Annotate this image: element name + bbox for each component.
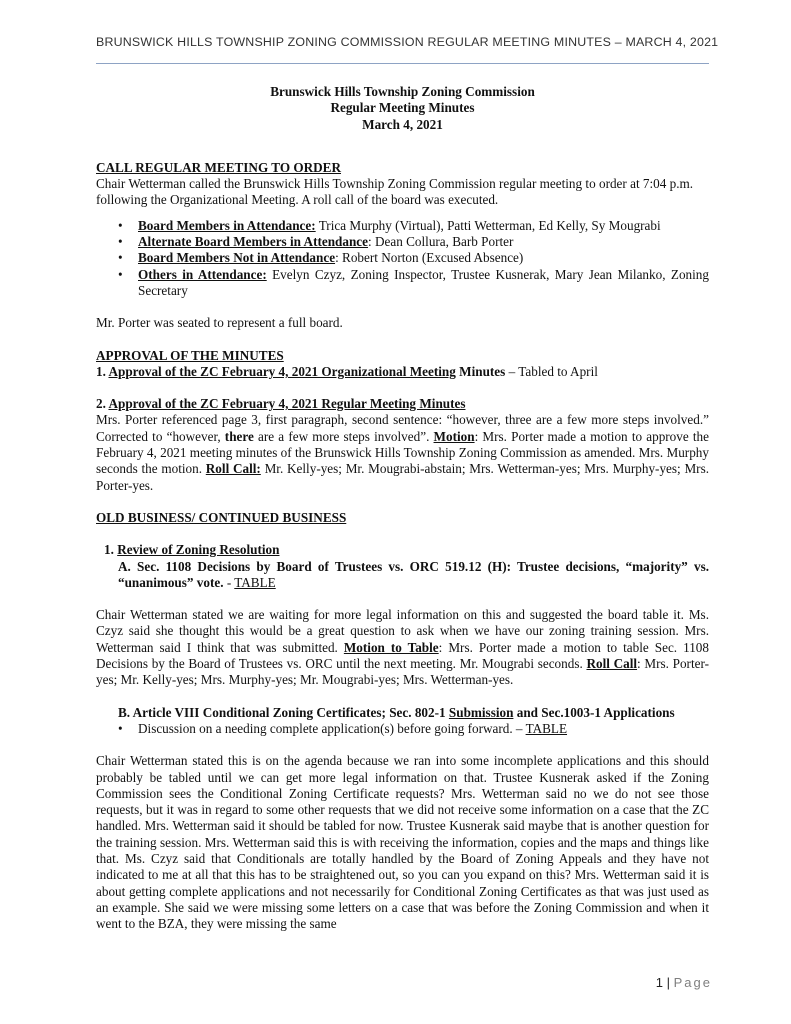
text-run: : Mrs. Porter-yes; Mr. Kelly-yes; Mrs. Murphy-yes; Mr. Mougrabi-yes; Mrs. Wetterman-yes.: [96, 656, 709, 688]
attendance-item: [138, 250, 709, 266]
page-number: 1: [655, 975, 664, 990]
attendance-item: [138, 234, 709, 250]
call-to-order-body: Chair Wetterman called the Brunswick Hills Township Zoning Commission regular meeting to order at 7:04 p.m. following the Organizational Meeting. A roll call of the board was executed.: [96, 176, 694, 208]
subitem-a-title: A. Sec. 1108 Decisions by Board of Trustees vs. ORC 519.12 (H): Trustee decisions, “majority” vs. “unanimous” vote.: [118, 558, 709, 590]
header-divider: [96, 63, 709, 64]
submission-label: Submission: [448, 704, 514, 720]
attendance-list: [96, 218, 709, 299]
roll-call-label: Roll Call: [586, 656, 638, 672]
status-table: TABLE: [525, 720, 568, 736]
item-label-tail: Minutes: [455, 363, 506, 379]
roll-call-label: Roll Call:: [205, 461, 261, 477]
text-run: : Mrs. Porter made a motion to approve the February 4, 2021 meeting minutes of the Brunswick Hills Township Zoning Commission as amended. Mrs. Murphy seconds the motion.: [96, 428, 709, 477]
item-number: 2.: [96, 396, 109, 412]
attendance-text: : Dean Collura, Barb Porter: [368, 234, 514, 250]
text-run: Chair Wetterman stated we are waiting for more legal information on this and suggested the board table it. Ms. Czyz said she thought this would be a great question to ask when we have our zoning training session. Mrs. Wetterman said I think that was submitted.: [96, 607, 709, 655]
attendance-item: [138, 218, 709, 234]
text-run: : Mrs. Porter made a motion to table Sec. 1108 Decisions by the Board of Trustees vs. ORC until the next meeting. Mr. Mougrabi seconds.: [96, 639, 709, 672]
old-business-heading: OLD BUSINESS/ CONTINUED BUSINESS: [96, 509, 347, 525]
item-label: Approval of the ZC February 4, 2021 Regular Meeting Minutes: [108, 396, 466, 412]
title-line-1: Brunswick Hills Township Zoning Commission: [270, 84, 535, 99]
page-label: Page: [673, 975, 712, 990]
attendance-item: [138, 267, 709, 300]
text-run: B. Article VIII Conditional Zoning Certificates; Sec. 802-1: [118, 704, 449, 720]
item-status: – Tabled to April: [505, 363, 598, 379]
attendance-text: Trica Murphy (Virtual), Patti Wetterman, Ed Kelly, Sy Mougrabi: [315, 217, 661, 233]
minutes-item-2: [96, 396, 709, 412]
attendance-text: : Robert Norton (Excused Absence): [335, 250, 524, 266]
motion-label: Motion to Table: [343, 639, 439, 655]
running-header: BRUNSWICK HILLS TOWNSHIP ZONING COMMISSION REGULAR MEETING MINUTES – MARCH 4, 2021: [96, 35, 719, 49]
footer-separator: |: [663, 975, 674, 990]
minutes-item-2-body: [96, 412, 709, 493]
motion-label: Motion: [433, 428, 475, 444]
subitem-b-heading: [96, 705, 709, 721]
text-run: and Sec.1003-1 Applications: [513, 704, 675, 720]
text-run: Mr. Kelly-yes; Mr. Mougrabi-abstain; Mrs. Wetterman-yes; Mrs. Murphy-yes; Mrs. Porter-yes.: [96, 461, 709, 493]
attendance-label: Board Members Not in Attendance: [138, 250, 336, 266]
list-item: [138, 721, 709, 737]
status-table: TABLE: [234, 574, 276, 590]
document-body: [96, 84, 709, 932]
text-run: are a few more steps involved”.: [253, 428, 434, 444]
item-number: 1.: [104, 542, 118, 558]
subitem-a-body: [96, 607, 709, 688]
minutes-item-1: [96, 364, 709, 380]
call-to-order-heading: CALL REGULAR MEETING TO ORDER: [96, 159, 341, 175]
page-footer: [620, 975, 712, 990]
title-line-2: Regular Meeting Minutes: [330, 100, 475, 116]
seated-note: Mr. Porter was seated to represent a full board.: [96, 315, 343, 331]
text-run: Mrs. Porter referenced page 3, first paragraph, second sentence: “however, three are a few more steps involved.” Corrected to “however,: [96, 412, 709, 444]
attendance-label: Board Members in Attendance:: [138, 217, 316, 233]
attendance-label: Alternate Board Members in Attendance: [138, 234, 369, 250]
old-business-item-1: [96, 542, 709, 558]
subitem-b-body: Chair Wetterman stated this is on the agenda because we ran into some incomplete applications and this should probably be tabled until we can get more legal information on that. Trustee Kusnerak asked if the Zoning Commission sees the Conditional Zoning Certificate requests? Mrs. Wetterman said no we do not see those requests, but it was in regard to some other requests that we did not receive some information on a case that the ZC handled. Mrs. Wetterman said it should be tabled for now. Trustee Kusnerak said maybe that is another question for the training session. Mrs. Wetterman said this is with receiving the information, copies and the maps and things like that. Ms. Czyz said that Conditionals are totally handled by the Board of Zoning Appeals and they have not indicated to me at all that this has to be straightened out, so you can you expand on this? Mrs. Wetterman said it is about getting complete applications and not necessarily for Conditional Zoning Certificates as that was just used as an example. She said we were missing some letters on a case that was before the Zoning Commission and when it went to the BZA, they were missing the same: [96, 753, 709, 932]
subitem-a-heading: [96, 559, 709, 592]
minutes-heading: APPROVAL OF THE MINUTES: [96, 347, 284, 363]
title-line-3: March 4, 2021: [362, 116, 443, 132]
document-title: [96, 84, 709, 133]
subitem-b-list: [96, 721, 709, 737]
item-number: 1.: [96, 363, 109, 379]
text-run: -: [223, 574, 235, 590]
item-label: Approval of the ZC February 4, 2021 Organizational Meeting: [108, 363, 456, 379]
emphasis-there: there: [224, 428, 254, 444]
text-run: Discussion on a needing complete application(s) before going forward. –: [138, 720, 526, 736]
attendance-label: Others in Attendance:: [138, 266, 267, 282]
attendance-text: Evelyn Czyz, Zoning Inspector, Trustee Kusnerak, Mary Jean Milanko, Zoning Secretary: [138, 266, 709, 298]
item-label: Review of Zoning Resolution: [117, 542, 280, 558]
